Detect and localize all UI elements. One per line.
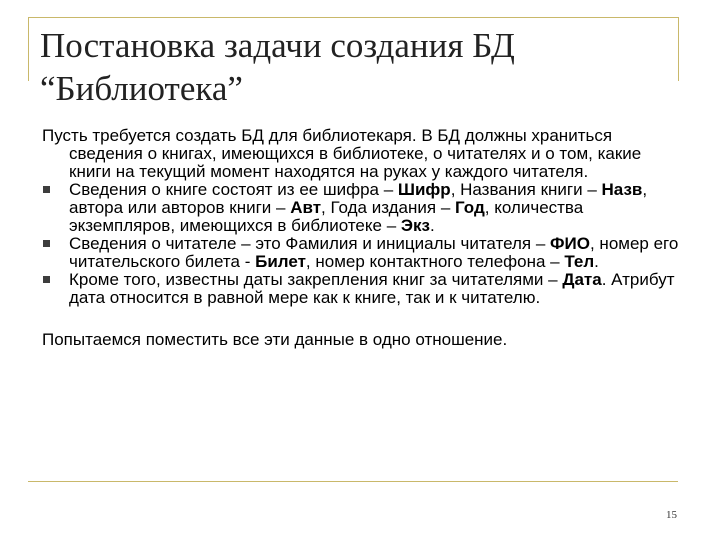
- frame-right-line: [678, 17, 679, 81]
- closing-paragraph: Попытаемся поместить все эти данные в одно отношение.: [42, 330, 508, 349]
- text-fragment: , количества экземпляров, имеющихся в библиотеке –: [69, 198, 584, 235]
- attribute-name: Год: [455, 198, 485, 217]
- slide-title-line2: “Библиотека”: [40, 69, 243, 108]
- attribute-name: Дата: [562, 270, 602, 289]
- text-fragment: , номер контактного телефона –: [305, 252, 565, 271]
- frame-top-line: [28, 17, 678, 18]
- bullet-list: [42, 181, 682, 307]
- bullet-reader-info: [42, 235, 682, 271]
- frame-bottom-line: [28, 481, 678, 482]
- attribute-name: Экз: [400, 216, 430, 235]
- square-bullet-icon: [43, 240, 50, 247]
- bullet-loan-date: [42, 271, 682, 307]
- bullet-book-info: [42, 181, 682, 235]
- frame-left-line: [28, 17, 29, 81]
- slide-body: [42, 127, 682, 349]
- slide-title: [40, 24, 670, 110]
- text-fragment: Сведения о книге состоят из ее шифра –: [69, 180, 398, 199]
- attribute-name: Шифр: [397, 180, 451, 199]
- text-fragment: .: [429, 216, 435, 235]
- attribute-name: Назв: [601, 180, 643, 199]
- square-bullet-icon: [43, 186, 50, 193]
- square-bullet-icon: [43, 276, 50, 283]
- text-fragment: Кроме того, известны даты закрепления книг за читателями –: [69, 270, 563, 289]
- slide-title-line1: Постановка задачи создания БД: [40, 26, 515, 65]
- attribute-name: Тел: [564, 252, 595, 271]
- attribute-name: Авт: [290, 198, 322, 217]
- text-fragment: , Названия книги –: [450, 180, 602, 199]
- page-number: 15: [666, 509, 677, 521]
- attribute-name: ФИО: [550, 234, 590, 253]
- text-fragment: , номер его читательского билета -: [69, 234, 679, 271]
- text-fragment: , автора или авторов книги –: [69, 180, 648, 217]
- intro-paragraph: Пусть требуется создать БД для библиотекаря. В БД должны храниться сведения о книгах, имеющихся в библиотеке, о читателях и о том, какие книги на текущий момент находятся на руках у каждого читателя.: [42, 126, 642, 181]
- text-fragment: .: [594, 252, 599, 271]
- attribute-name: Билет: [255, 252, 306, 271]
- text-fragment: , Года издания –: [321, 198, 456, 217]
- text-fragment: Сведения о читателе – это Фамилия и инициалы читателя –: [69, 234, 551, 253]
- text-fragment: . Атрибут дата относится в равной мере как к книге, так и к читателю.: [69, 270, 675, 307]
